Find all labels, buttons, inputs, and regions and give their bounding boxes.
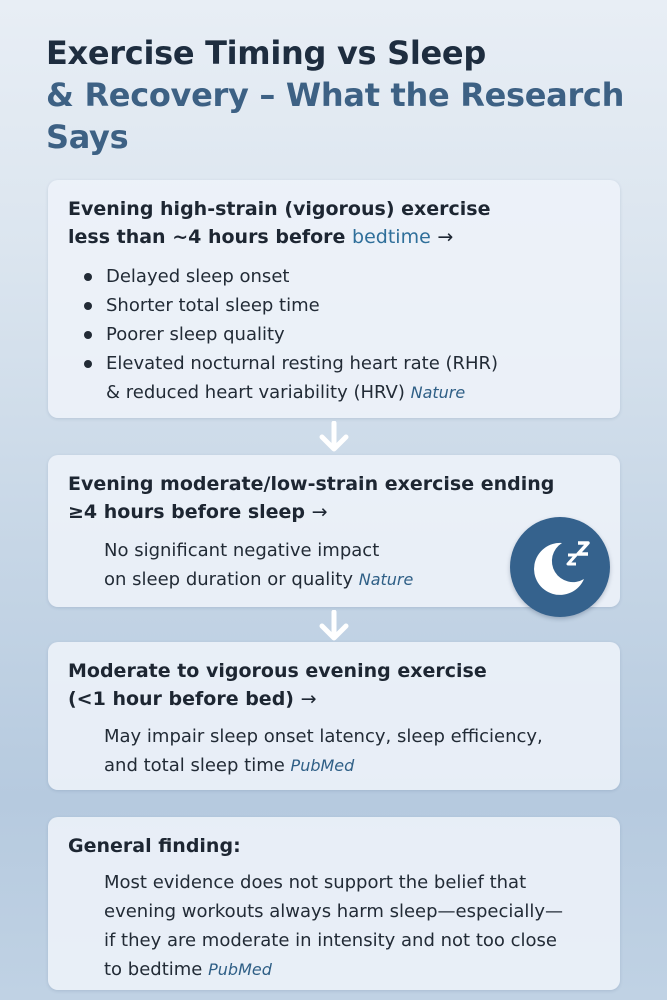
title-line-3: Says (46, 118, 129, 156)
card1-heading-line2: less than ~4 hours before bedtime → (68, 226, 454, 248)
title-line-2: & Recovery – What the Research (46, 76, 625, 114)
card1-heading-highlight: bedtime (352, 226, 431, 248)
source-citation: Nature (358, 570, 414, 589)
card2-heading-line1: Evening moderate/low-strain exercise ending (68, 473, 555, 495)
card3-heading-arrow: → (300, 688, 317, 710)
card3-body: May impair sleep onset latency, sleep efficiency, and total sleep time PubMed (104, 726, 543, 776)
card-vigorous-evening-exercise (48, 180, 620, 418)
card1-heading-line1: Evening high-strain (vigorous) exercise (68, 198, 491, 220)
card2-heading-arrow: → (311, 501, 328, 523)
card1-heading (68, 195, 608, 251)
source-citation: Nature (410, 383, 466, 402)
bullet-item: Elevated nocturnal resting heart rate (RHR) & reduced heart variability (HRV) Nature (84, 349, 498, 407)
bullet-item: Poorer sleep quality (84, 320, 498, 349)
card1-bullet-list (84, 262, 498, 407)
sleep-moon-badge (510, 517, 610, 617)
down-arrow-icon (316, 610, 352, 642)
card2-body: No significant negative impact on sleep duration or quality Nature (104, 540, 414, 590)
card3-heading-line2: (<1 hour before bed) (68, 688, 294, 710)
title-line-1: Exercise Timing vs Sleep (46, 34, 486, 72)
down-arrow-icon (316, 421, 352, 453)
card-general-finding (48, 817, 620, 990)
infographic-title (46, 32, 646, 158)
bullet-item: Shorter total sleep time (84, 291, 498, 320)
bullet-dot (84, 331, 92, 339)
bullet-dot (84, 273, 92, 281)
source-citation: PubMed (290, 756, 355, 775)
card2-heading-line2: ≥4 hours before sleep (68, 501, 306, 523)
bullet-item: Delayed sleep onset (84, 262, 498, 291)
card3-heading (68, 657, 608, 713)
card4-body: Most evidence does not support the belief that evening workouts always harm sleep—especially— if they are moderate in intensity and not too close to bedtime PubMed (104, 872, 564, 980)
moon-zz-icon (510, 517, 610, 617)
card3-heading-line1: Moderate to vigorous evening exercise (68, 660, 487, 682)
bullet-dot (84, 302, 92, 310)
source-citation: PubMed (208, 960, 272, 979)
card1-heading-arrow: → (437, 226, 454, 248)
card4-heading: General finding: (68, 835, 241, 857)
bullet-dot (84, 360, 92, 368)
card-late-evening-exercise (48, 642, 620, 790)
